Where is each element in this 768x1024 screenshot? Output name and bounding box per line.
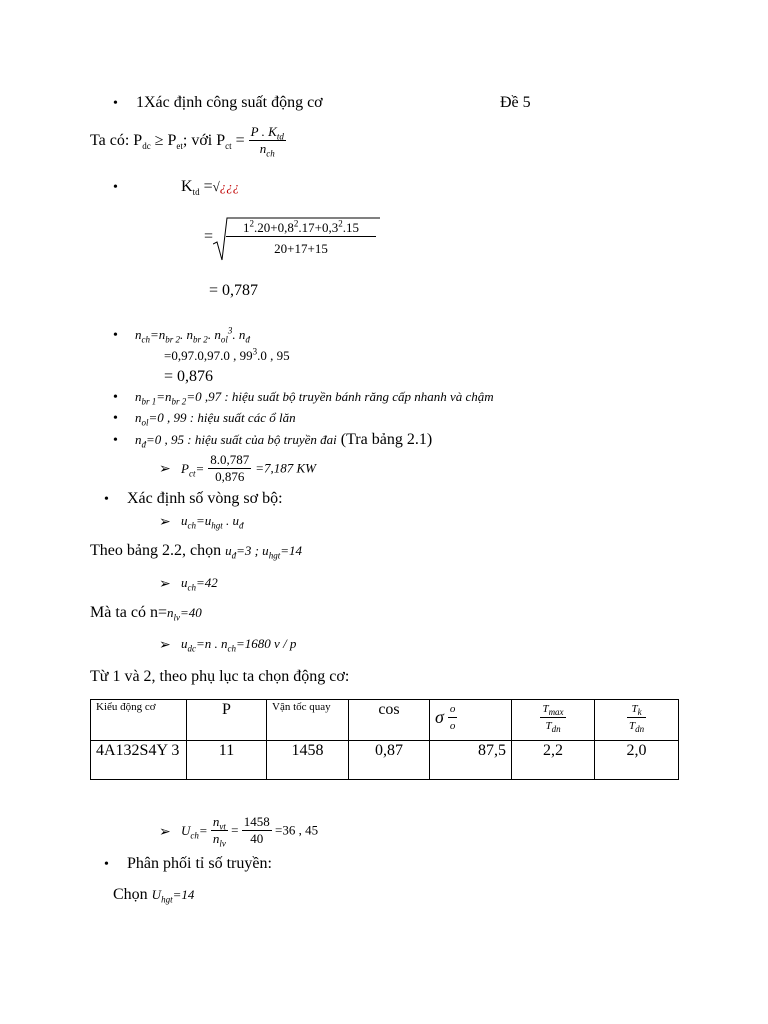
header-speed: Vận tốc quay — [267, 700, 349, 741]
arrow-bullet: ➢ — [159, 577, 171, 592]
ktd-denominator: 20+17+15 — [274, 241, 328, 256]
ktd-numerator: $1^2.20+0,8^2.17+0,3^2.15$ — [226, 220, 376, 237]
ma-ta-co-line: Mà ta có $n=n_{lv}=40$ — [90, 604, 202, 623]
nch-result: = 0,876 — [164, 368, 214, 385]
pct-fraction: $\frac{8.0,787}{0,876}$ — [210, 452, 250, 484]
header-power: P — [187, 700, 267, 741]
motor-choice-line: Từ 1 và 2, theo phụ lục ta chọn động cơ: — [90, 668, 350, 685]
chon-uhgt-line: Chọn $U_{hgt}=14$ — [113, 886, 195, 905]
cell-tk-ratio: 2,0 — [595, 741, 679, 780]
theo-bang-line: Theo bảng 2.2, chọn $u_đ=3$ ; $u_{hgt}=14$ — [90, 542, 302, 561]
def-nd: $n_đ=0$ , 95 : hiệu suất của bộ truyền đai (Tra bảng 2.1) — [135, 431, 433, 450]
header-tk-ratio: $\frac{T_k}{T_{dn}}$ — [595, 700, 679, 741]
bullet: • — [104, 857, 109, 872]
section-ratio-heading: Phân phối tỉ số truyền: — [127, 855, 272, 872]
nch-formula: $n_{ch}=n_{br 2}$. $n_{br 2}$. $n_{ol}^3$. $n_đ$ — [135, 325, 250, 345]
uch-value: $u_{ch}=42$ — [181, 575, 218, 593]
cell-motor-type: 4A132S4Y 3 — [91, 741, 187, 780]
pct-formula: $P_{ct}=$ $\frac{8.0,787}{0,876}$ =7,187 KW — [181, 452, 317, 484]
table-row — [91, 741, 679, 780]
arrow-bullet: ➢ — [159, 638, 171, 653]
uch-formula: $u_{ch}=u_{hgt}$ . $u_đ$ — [181, 513, 244, 531]
motor-spec-table — [90, 699, 679, 780]
arrow-bullet: ➢ — [159, 825, 171, 840]
power-relation: Ta có: $P_{dc} \ge P_{et}$; với $P_{ct}$ = $\frac{P . K_{td}}{n_{ch}}$ — [90, 124, 284, 159]
cell-power: 11 — [187, 741, 267, 780]
udc-formula: $u_{dc}=n$ . $n_{ch}=1680$ v / p — [181, 636, 297, 654]
header-cos: cos — [349, 700, 430, 741]
cell-tmax-ratio: 2,2 — [512, 741, 595, 780]
ktd-formula: $K_{td}$ =√¿¿¿ — [181, 178, 240, 198]
bullet: • — [113, 390, 118, 405]
def-nol: $n_{ol}=0$ , 99 : hiệu suất các ổ lăn — [135, 410, 296, 428]
header-motor-type: Kiểu động cơ — [91, 700, 187, 741]
arrow-bullet: ➢ — [159, 515, 171, 530]
cell-speed: 1458 — [267, 741, 349, 780]
heading-item: 1Xác định công suất động cơ — [136, 94, 323, 111]
section-speed-heading: Xác định số vòng sơ bộ: — [127, 490, 283, 507]
table-header-row — [91, 700, 679, 741]
bullet: • — [113, 96, 118, 111]
variant-label: Đề 5 — [500, 94, 531, 111]
ktd-result: = 0,787 — [209, 282, 259, 299]
arrow-bullet: ➢ — [159, 462, 171, 477]
bullet: • — [113, 411, 118, 426]
cell-cos: 0,87 — [349, 741, 430, 780]
nch-evaluation: =0,97.0,97.0 , $99^3.0$ , 95 — [164, 346, 290, 363]
def-nbr: $n_{br 1}=n_{br 2}=0$ ,97 : hiệu suất bộ truyền bánh răng cấp nhanh và chậm — [135, 389, 494, 407]
bullet: • — [104, 492, 109, 507]
bullet: • — [113, 328, 118, 343]
power-fraction: $\frac{P . K_{td}}{n_{ch}}$ — [250, 124, 284, 159]
header-efficiency: σ $\frac{o}{o}$ — [430, 700, 512, 741]
header-tmax-ratio: $\frac{T_{max}}{T_{dn}}$ — [512, 700, 595, 741]
cell-efficiency: 87,5 — [430, 741, 512, 780]
bullet: • — [113, 433, 118, 448]
bullet: • — [113, 180, 118, 195]
uch-calculation: $U_{ch}=$ $\frac{n_{vt}}{n_{lv}}$ = $\frac{1458}{40}$ =36 , 45 — [181, 814, 319, 849]
